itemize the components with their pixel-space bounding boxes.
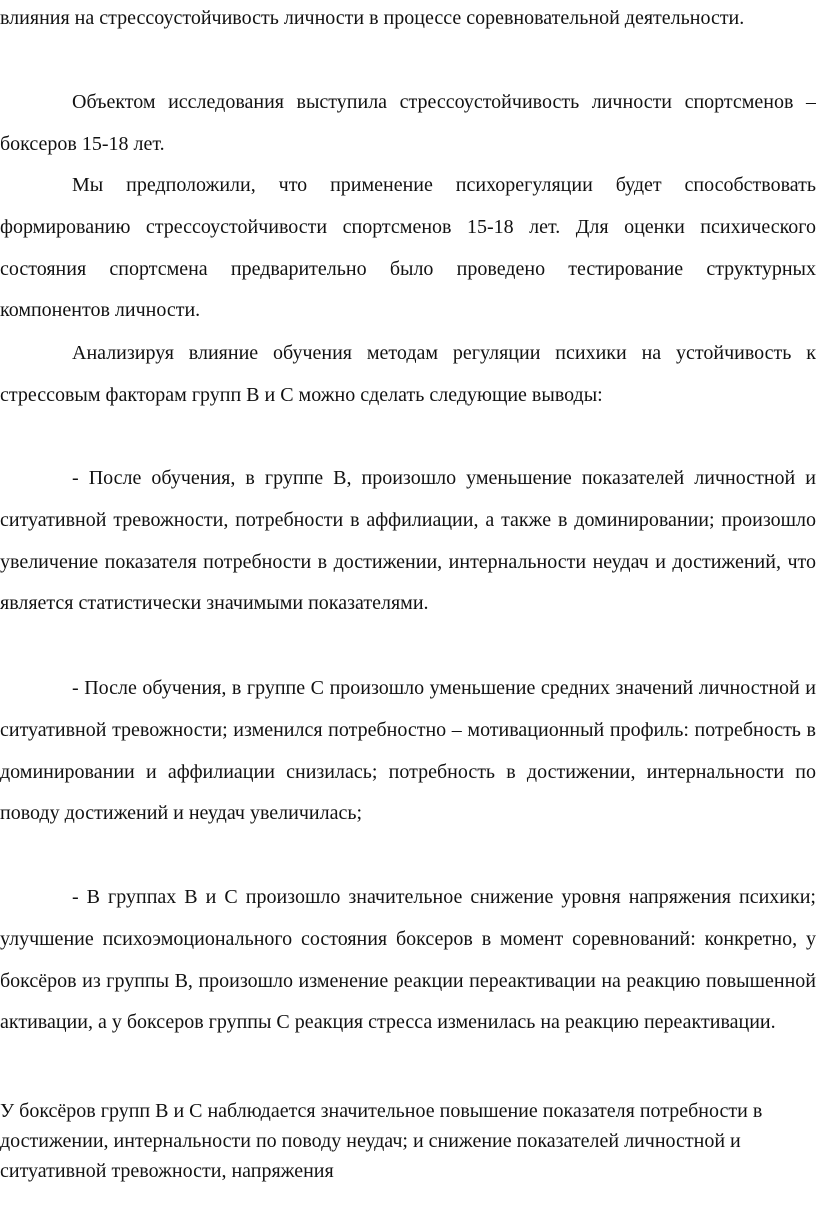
paragraph-summary: У боксёров групп В и С наблюдается значительное повышение показателя потребности в достижении, интернальности по поводу неудач; и снижение показателей личностной и ситуативной тревожности, напряжения	[0, 1100, 763, 1182]
paragraph-conclusion-groups-bc: - В группах В и С произошло значительное снижение уровня напряжения психики; улучшение психоэмоционального состояния боксеров в момент соревнований: конкретно, у боксёров из группы В, произошло изменение реакции переактивации на реакцию повышенной активации, а у боксеров группы С реакция стресса изменилась на реакцию переактивации.	[0, 886, 816, 1034]
paragraph-hypothesis: Мы предположили, что применение психорегуляции будет способствовать формированию стрессоустойчивости спортсменов 15-18 лет. Для оценки психического состояния спортсмена предварительно было проведено тестирование структурных компонентов личности.	[0, 174, 816, 322]
paragraph-research-object: Объектом исследования выступила стрессоустойчивость личности спортсменов – боксеров 15-18 лет.	[0, 91, 816, 155]
paragraph-conclusion-group-c: - После обучения, в группе С произошло уменьшение средних значений личностной и ситуативной тревожности; изменился потребностно – мотивационный профиль: потребность в доминировании и аффилиации снизилась; потребность в достижении, интернальности по поводу достижений и неудач увеличилась;	[0, 677, 816, 825]
paragraph-analysis-intro: Анализируя влияние обучения методам регуляции психики на устойчивость к стрессовым факторам групп В и С можно сделать следующие выводы:	[0, 342, 816, 406]
paragraph-conclusion-group-b: - После обучения, в группе В, произошло уменьшение показателей личностной и ситуативной тревожности, потребности в аффилиации, а также в доминировании; произошло увеличение показателя потребности в достижении, интернальности неудач и достижений, что является статистически значимыми показателями.	[0, 467, 816, 615]
paragraph-continuation: влияния на стрессоустойчивость личности в процессе соревновательной деятельности.	[0, 7, 745, 29]
